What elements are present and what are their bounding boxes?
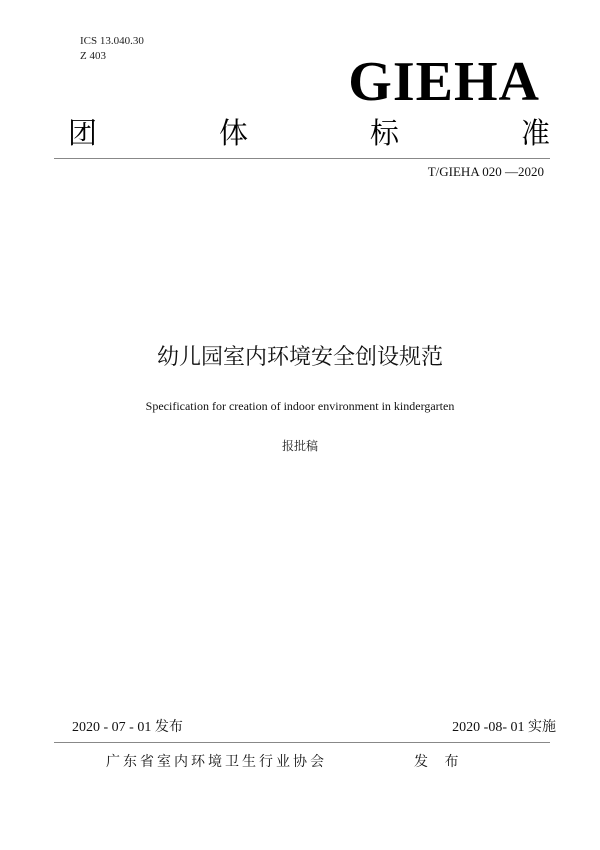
issue-date: 2020 - 07 - 01 发布 [72,720,183,735]
classification-codes [80,34,144,64]
ccs-code: Z 403 [80,50,106,62]
standard-type-char-2: 体 [218,116,248,150]
document-title-english: Specification for creation of indoor environment in kindergarten [145,399,455,413]
standard-number: T/GIEHA 020 —2020 [427,164,544,179]
publisher-name: 广东省室内环境卫生行业协会 [106,754,327,770]
standard-type-heading [68,116,550,150]
ics-code: ICS 13.040.30 [80,35,144,47]
standard-type-char-1: 团 [68,116,98,150]
bottom-divider [54,742,550,743]
association-logo-text: GIEHA [348,51,540,113]
standard-type-char-4: 准 [520,116,550,150]
publish-label: 发 布 [414,754,465,770]
top-divider [54,158,550,159]
standard-type-char-3: 标 [369,116,399,150]
document-title-chinese: 幼儿园室内环境安全创设规范 [156,345,443,370]
implementation-date: 2020 -08- 01 实施 [452,720,556,735]
draft-status: 报批稿 [281,439,318,453]
